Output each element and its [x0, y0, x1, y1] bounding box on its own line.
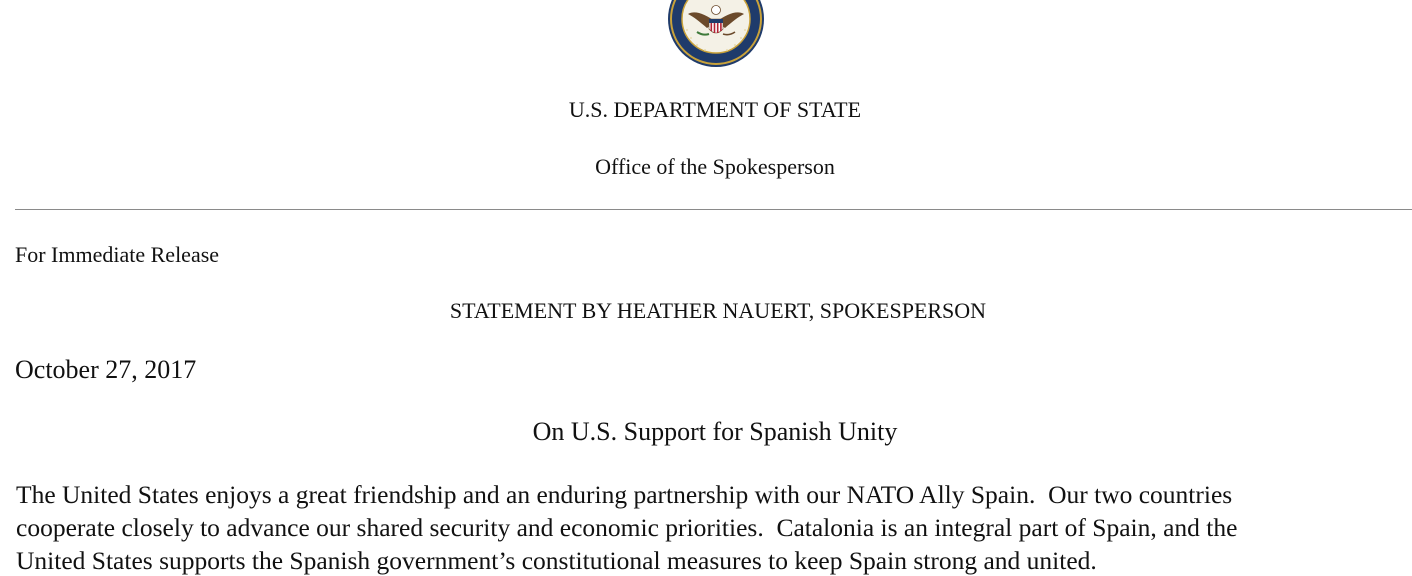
- release-label: For Immediate Release: [15, 242, 220, 267]
- body-paragraph-line: cooperate closely to advance our shared security and economic priorities. Catalonia is an integral part of Spain, and the: [16, 513, 1238, 542]
- statement-byline: STATEMENT BY HEATHER NAUERT, SPOKESPERSON: [449, 298, 987, 323]
- office-name: Office of the Spokesperson: [595, 154, 835, 179]
- statement-headline: On U.S. Support for Spanish Unity: [532, 417, 898, 446]
- release-date: October 27, 2017: [15, 355, 197, 384]
- agency-name: U.S. DEPARTMENT OF STATE: [568, 97, 862, 122]
- great-seal-icon: [667, 0, 765, 68]
- state-department-seal: [667, 0, 765, 68]
- body-paragraph-line: The United States enjoys a great friendship and an enduring partnership with our NATO Ally Spain. Our two countries: [16, 480, 1233, 509]
- header-divider: [15, 209, 1412, 210]
- body-paragraph-line: United States supports the Spanish government’s constitutional measures to keep Spain strong and united.: [16, 546, 1097, 575]
